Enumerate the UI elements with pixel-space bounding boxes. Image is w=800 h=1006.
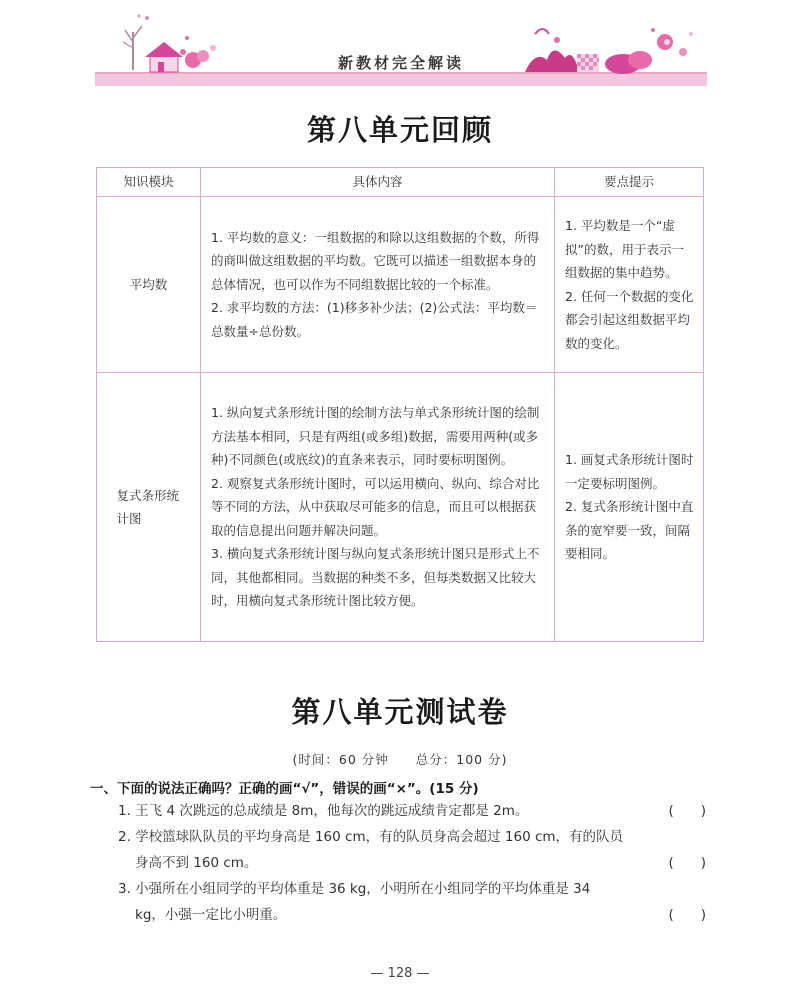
book-title: 新教材完全解读 xyxy=(337,54,464,72)
tip-paragraph: 1. 平均数是一个“虚拟”的数，用于表示一组数据的集中趋势。 xyxy=(565,218,684,280)
question-3 xyxy=(118,876,708,928)
module-cell xyxy=(97,197,201,373)
question-1 xyxy=(118,798,708,824)
table-header-row xyxy=(97,168,704,197)
module-name: 平均数 xyxy=(129,276,168,292)
column-header: 知识模块 xyxy=(97,168,201,197)
review-table xyxy=(96,167,704,642)
answer-blank[interactable]: ( ) xyxy=(668,803,706,819)
tip-paragraph: 2. 复式条形统计图中直条的宽窄要一致，间隔要相同。 xyxy=(565,499,694,562)
header-banner xyxy=(95,12,707,90)
tip-paragraph: 1. 画复式条形统计图时一定要标明图例。 xyxy=(565,452,694,491)
question-text: kg，小强一定比小明重。 xyxy=(135,907,287,923)
question-text: 2. 学校篮球队队员的平均身高是 160 cm，有的队员身高会超过 160 cm，有的队员 xyxy=(118,829,624,845)
column-header: 要点提示 xyxy=(555,168,704,197)
content-paragraph: 1. 平均数的意义：一组数据的和除以这组数据的个数，所得的商叫做这组数据的平均数。它既可以描述一组数据本身的总体情况，也可以作为不同组数据比较的一个标准。 xyxy=(211,229,540,292)
answer-blank[interactable]: ( ) xyxy=(668,907,706,923)
answer-blank[interactable]: ( ) xyxy=(668,855,706,871)
table-row xyxy=(97,197,704,373)
test-title: 第八单元测试卷 xyxy=(291,695,509,729)
tip-paragraph: 2. 任何一个数据的变化都会引起这组数据平均数的变化。 xyxy=(565,288,694,351)
tips-cell xyxy=(555,373,704,642)
content-paragraph: 2. 观察复式条形统计图时，可以运用横向、纵向、综合对比等不同的方法，从中获取尽可能多的信息，而且可以根据获取的信息提出问题并解决问题。 xyxy=(211,475,540,538)
question-2 xyxy=(118,824,708,876)
page-number: — 128 — xyxy=(370,966,430,981)
time-info: (时间：60 分钟 总分：100 分) xyxy=(292,752,508,767)
question-text: 1. 王飞 4 次跳远的总成绩是 8m，他每次的跳远成绩肯定都是 2m。 xyxy=(118,803,529,819)
module-cell xyxy=(97,373,201,642)
review-title: 第八单元回顾 xyxy=(306,113,493,147)
question-text: 3. 小强所在小组同学的平均体重是 36 kg，小明所在小组同学的平均体重是 34 xyxy=(118,881,591,897)
question-text: 身高不到 160 cm。 xyxy=(135,855,258,871)
content-cell xyxy=(201,373,555,642)
header-decoration xyxy=(95,12,707,90)
column-header: 具体内容 xyxy=(201,168,555,197)
content-cell xyxy=(201,197,555,373)
section-heading: 一、下面的说法正确吗？正确的画“√”，错误的画“×”。(15 分) xyxy=(90,781,479,797)
content-paragraph: 1. 纵向复式条形统计图的绘制方法与单式条形统计图的绘制方法基本相同，只是有两组(或多组)数据，需要用两种(或多种)不同颜色(或底纹)的直条来表示，同时要标明图例。 xyxy=(211,405,540,468)
tips-cell xyxy=(555,197,704,373)
table-row xyxy=(97,373,704,642)
module-name: 复式条形统计图 xyxy=(116,487,180,526)
content-paragraph: 3. 横向复式条形统计图与纵向复式条形统计图只是形式上不同，其他都相同。当数据的种类不多，但每类数据又比较大时，用横向复式条形统计图比较方便。 xyxy=(211,546,540,609)
content-paragraph: 2. 求平均数的方法：(1)移多补少法；(2)公式法：平均数＝总数量÷总份数。 xyxy=(211,300,538,339)
